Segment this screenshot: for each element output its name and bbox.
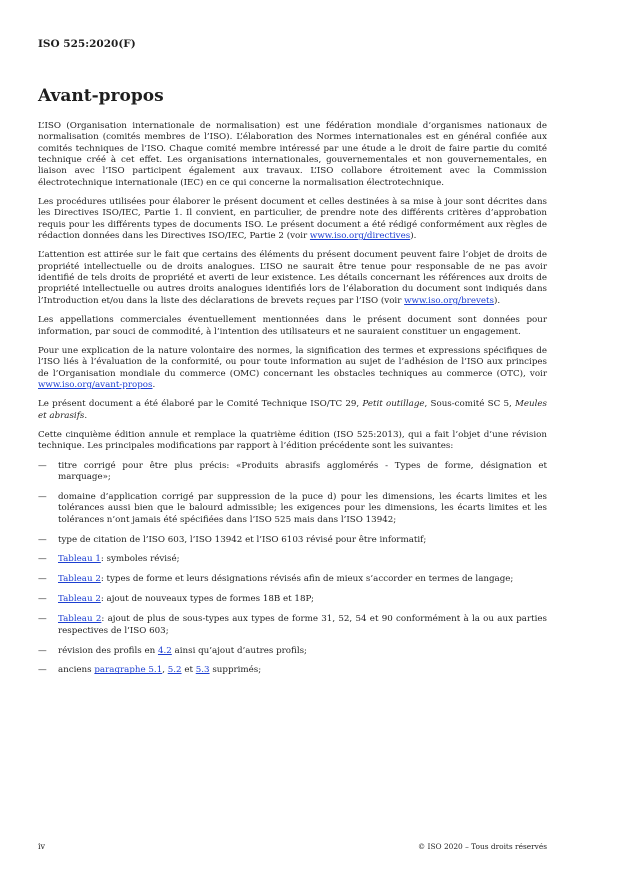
link-paragraphe-5-1[interactable]: paragraphe 5.1 [94,665,163,676]
link-tableau-2[interactable]: Tableau 2 [58,574,101,585]
list-item: — domaine d’application corrigé par suppression de la puce d) pour les dimensions, les écarts limites et les tolérances aussi bien que le balourd admissible; les exigences pour les dimensions, les écarts limites et les tolérances n’ont jamais été spécifiées dans l’ISO 525 mais dans l’ISO 13942; [38,491,547,525]
changes-list [38,461,547,677]
page-title: Avant-propos [38,86,164,106]
link-brevets[interactable]: www.iso.org/brevets [404,295,494,306]
paragraph-committee: Le présent document a été élaboré par le Comité Technique ISO/TC 29, Petit outillage, Sous-comité SC 5, Meules et abrasifs. [38,399,547,421]
list-item: — anciens paragraphe 5.1, 5.2 et 5.3 supprimés; [38,665,262,676]
dash-bullet: — [38,645,47,656]
list-item: — révision des profils en 4.2 ainsi qu’ajout d’autres profils; [38,645,307,656]
dash-bullet: — [38,460,47,471]
link-tableau-2[interactable]: Tableau 2 [58,594,101,605]
list-item: — Tableau 2: ajout de nouveaux types de formes 18B et 18P; [38,594,314,605]
paragraph-voluntary-nature: Pour une explication de la nature volontaire des normes, la signification des termes et expressions spécifiques de l’ISO liés à l’évaluation de la conformité, ou pour toute information au sujet de l’adhésion de l’ISO aux principes de l’Organisation mondiale du commerce (OMC) concernant les obstacles techniques au commerce (OTC), voir www.iso.org/avant-propos. [38,345,547,390]
list-item: — Tableau 1: symboles révisé; [38,554,180,565]
link-section-5-3[interactable]: 5.3 [195,665,210,676]
dash-bullet: — [38,534,47,545]
document-body [38,121,547,685]
paragraph-iso-intro: L’ISO (Organisation internationale de normalisation) est une fédération mondiale d’organismes nationaux de normalisation (comités membres de l’ISO). L’élaboration des Normes internationales est en général confiée aux comités techniques de l’ISO. Chaque comité membre intéressé par une étude a le droit de faire partie du comité technique créé à cet effet. Les organisations internationales, gouvernementales et non gouvernementales, en liaison avec l’ISO participent également aux travaux. L’ISO collabore étroitement avec la Commission électrotechnique internationale (IEC) en ce qui concerne la normalisation électrotechnique. [38,121,547,188]
list-item: — type de citation de l’ISO 603, l’ISO 13942 et l’ISO 6103 révisé pour être informatif; [38,534,427,545]
link-avant-propos[interactable]: www.iso.org/avant-propos [38,379,153,390]
link-directives[interactable]: www.iso.org/directives [309,231,411,242]
dash-bullet: — [38,594,47,605]
dash-bullet: — [38,614,47,625]
paragraph-edition: Cette cinquième édition annule et remplace la quatrième édition (ISO 525:2013), qui a fait l’objet d’une révision technique. Les principales modifications par rapport à l’édition précédente sont les suivantes: [38,429,547,452]
paragraph-trade-names: Les appellations commerciales éventuellement mentionnées dans le présent document sont données pour information, par souci de commodité, à l’intention des utilisateurs et ne sauraient constituer un engagement. [38,315,547,337]
list-item: — titre corrigé pour être plus précis: «Produits abrasifs agglomérés - Types de forme, désignation et marquage»; [38,460,547,482]
link-tableau-1[interactable]: Tableau 1 [58,554,101,565]
list-item: — Tableau 2: ajout de plus de sous-types aux types de forme 31, 52, 54 et 90 conformément à la ou aux parties respectives de l’ISO 603; [38,614,548,636]
document-id-header: ISO 525:2020(F) [38,38,136,50]
page-number: iv [38,842,46,851]
link-tableau-2[interactable]: Tableau 2 [58,614,102,625]
copyright-notice: © ISO 2020 – Tous droits réservés [417,842,547,851]
dash-bullet: — [38,491,47,502]
dash-bullet: — [38,665,47,676]
paragraph-patents: L’attention est attirée sur le fait que certains des éléments du présent document peuvent faire l’objet de droits de propriété intellectuelle ou de droits analogues. L’ISO ne saurait être tenue pour responsable de ne pas avoir identifié de tels droits de propriété et averti de leur existence. Les détails concernant les références aux droits de propriété intellectuelle ou autres droits analogues identifiés lors de l’élaboration du document sont indiqués dans l’Introduction et/ou dans la liste des déclarations de brevets reçues par l’ISO (voir www.iso.org/brevets). [38,250,547,306]
link-section-5-2[interactable]: 5.2 [167,665,182,676]
paragraph-procedures: Les procédures utilisées pour élaborer le présent document et celles destinées à sa mise à jour sont décrites dans les Directives ISO/IEC, Partie 1. Il convient, en particulier, de prendre note des différents critères d’approbation requis pour les différents types de documents ISO. Le présent document a été rédigé conformément aux règles de rédaction données dans les Directives ISO/IEC, Partie 2 (voir www.iso.org/directives). [38,197,547,242]
dash-bullet: — [38,574,47,585]
dash-bullet: — [38,554,47,565]
link-section-4-2[interactable]: 4.2 [157,645,172,656]
list-item: — Tableau 2: types de forme et leurs désignations révisés afin de mieux s’accorder en termes de langage; [38,574,514,585]
